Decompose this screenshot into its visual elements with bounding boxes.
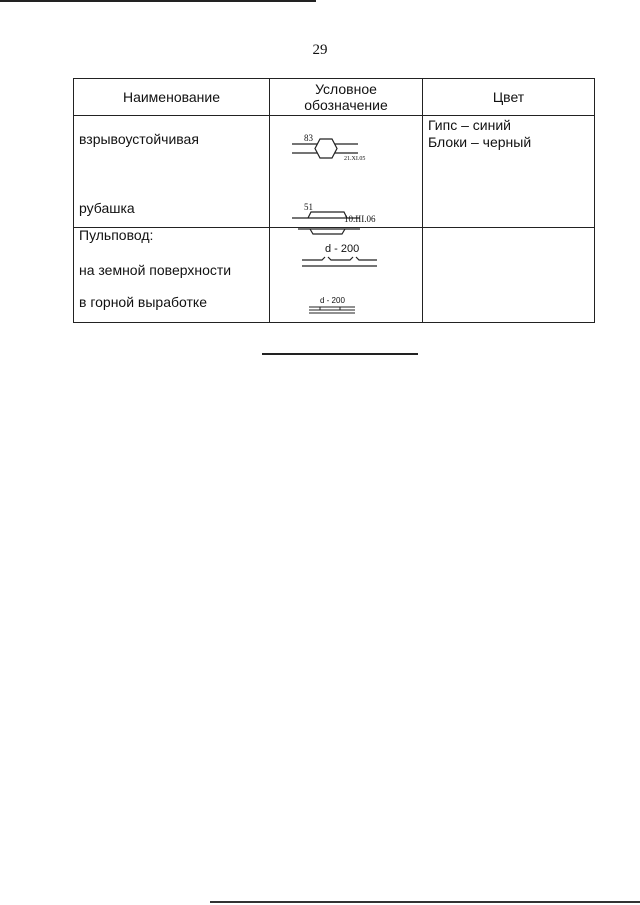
- color-gypsum: Гипс – синий: [428, 117, 511, 133]
- cell-symbol-blast-jacket: [270, 116, 423, 228]
- header-name: [74, 79, 270, 116]
- surface-diameter-label: d - 200: [325, 243, 360, 255]
- header-color-label: Цвет: [492, 89, 525, 105]
- table-header-row: [74, 79, 595, 116]
- name-surface: на земной поверхности: [79, 262, 232, 278]
- symbol-b-date: 10.III.06: [344, 214, 376, 224]
- cell-color-blast-jacket: [423, 116, 595, 228]
- header-symbol: [270, 79, 423, 116]
- surface-pipe-symbol: [270, 228, 423, 322]
- cell-name-blast-jacket: [74, 116, 270, 228]
- name-mine-working: в горной выработке: [79, 294, 207, 310]
- scan-edge-bottom: [210, 901, 640, 903]
- hexagon-jacket-symbol: [270, 116, 423, 227]
- header-color: [423, 79, 595, 116]
- header-symbol-line2: обозначение: [304, 97, 388, 113]
- header-symbol-line1: Условное: [315, 81, 377, 97]
- cell-name-pulp-pipe: [74, 228, 270, 323]
- color-blocks: Блоки – черный: [428, 134, 532, 150]
- name-pulp-pipe: Пульповод:: [79, 227, 154, 243]
- table-row-blast-jacket: [74, 116, 595, 228]
- end-rule: [262, 353, 418, 355]
- cell-color-pulp-pipe: [423, 228, 595, 323]
- symbol-b-number: 51: [304, 202, 313, 212]
- cell-symbol-pulp-pipe: [270, 214, 423, 323]
- mine-diameter-label: d - 200: [320, 296, 345, 305]
- legend-table: [73, 78, 595, 323]
- symbol-a-date: 21.XI.05: [344, 156, 366, 162]
- name-jacket: рубашка: [79, 200, 135, 216]
- page-number: 29: [312, 42, 328, 58]
- table-row-pulp-pipe: [74, 228, 595, 323]
- header-name-label: Наименование: [122, 89, 221, 105]
- name-blast-proof: взрывоустойчивая: [79, 131, 199, 147]
- symbol-a-number: 83: [304, 133, 313, 143]
- scan-edge-top: [0, 0, 316, 2]
